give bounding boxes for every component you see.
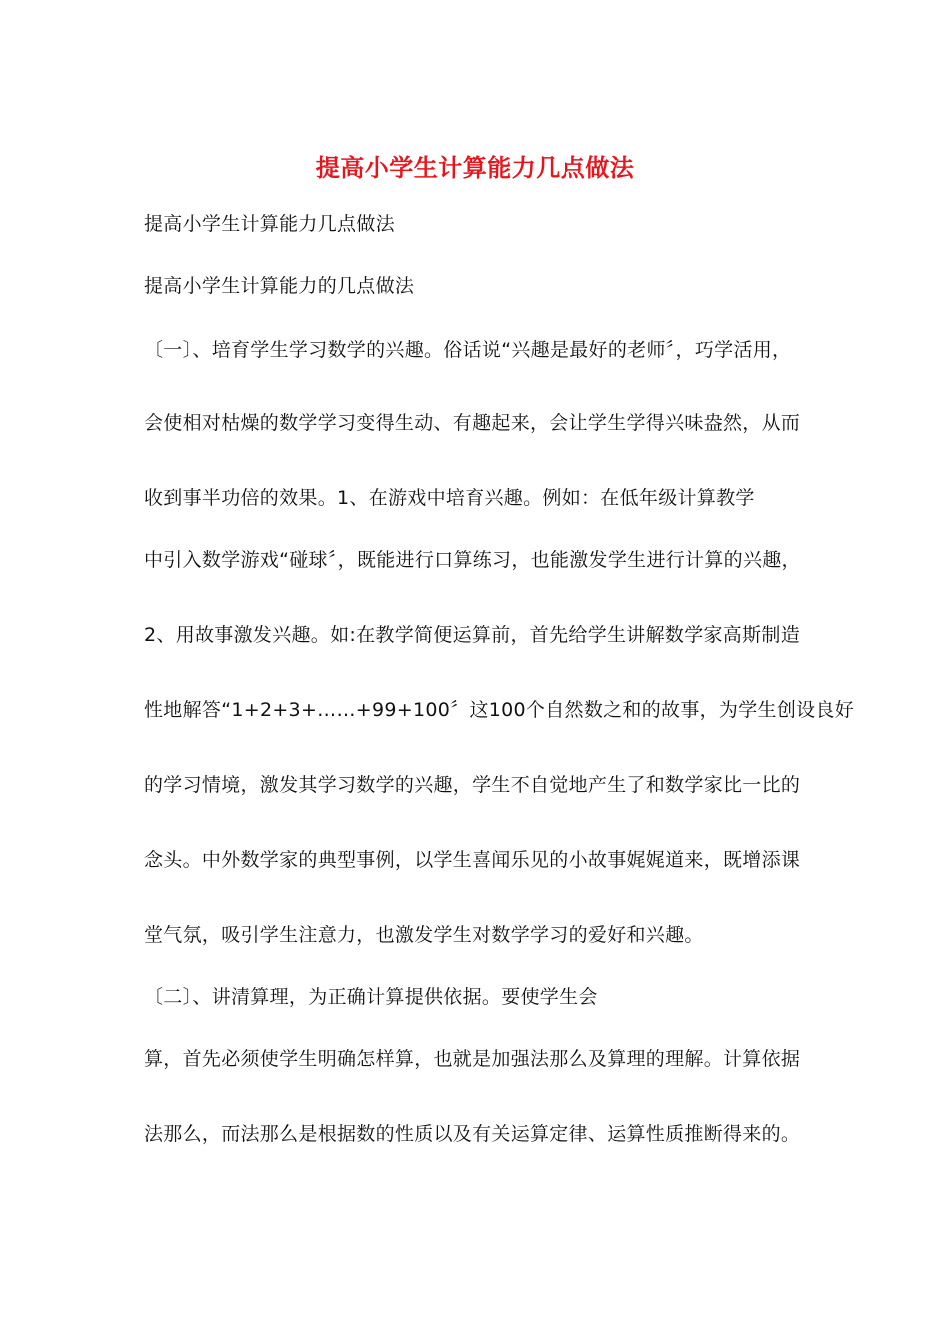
text-line: 堂气氛，吸引学生注意力，也激发学生对数学学习的爱好和兴趣。 [144, 924, 704, 946]
text-line: 〔一〕、培育学生学习数学的兴趣。俗话说“兴趣是最好的老师〞，巧学活用， [144, 339, 792, 361]
text-line: 法那么，而法那么是根据数的性质以及有关运算定律、运算性质推断得来的。 [144, 1123, 801, 1145]
text-line: 性地解答“1+2+3+……+99+100〞这100个自然数之和的故事，为学生创设良好 [144, 699, 855, 721]
text-line: 2、用故事激发兴趣。如:在教学简便运算前，首先给学生讲解数学家高斯制造 [144, 624, 800, 646]
text-line: 会使相对枯燥的数学学习变得生动、有趣起来，会让学生学得兴味盎然，从而 [144, 412, 801, 434]
text-line: 的学习情境，激发其学习数学的兴趣，学生不自觉地产生了和数学家比一比的 [144, 774, 801, 796]
text-line: 提高小学生计算能力几点做法 [144, 213, 395, 235]
text-line: 念头。中外数学家的典型事例，以学生喜闻乐见的小故事娓娓道来，既增添课 [144, 849, 801, 871]
text-line: 算，首先必须使学生明确怎样算，也就是加强法那么及算理的理解。计算依据 [144, 1048, 801, 1070]
text-line: 提高小学生计算能力的几点做法 [144, 275, 415, 297]
text-line: 中引入数学游戏“碰球〞，既能进行口算练习，也能激发学生进行计算的兴趣， [144, 549, 801, 571]
document-title: 提高小学生计算能力几点做法 [315, 153, 635, 182]
text-line: 〔二〕、讲清算理，为正确计算提供依据。要使学生会 [144, 986, 598, 1008]
text-line: 收到事半功倍的效果。1、在游戏中培育兴趣。例如：在低年级计算教学 [144, 487, 755, 509]
